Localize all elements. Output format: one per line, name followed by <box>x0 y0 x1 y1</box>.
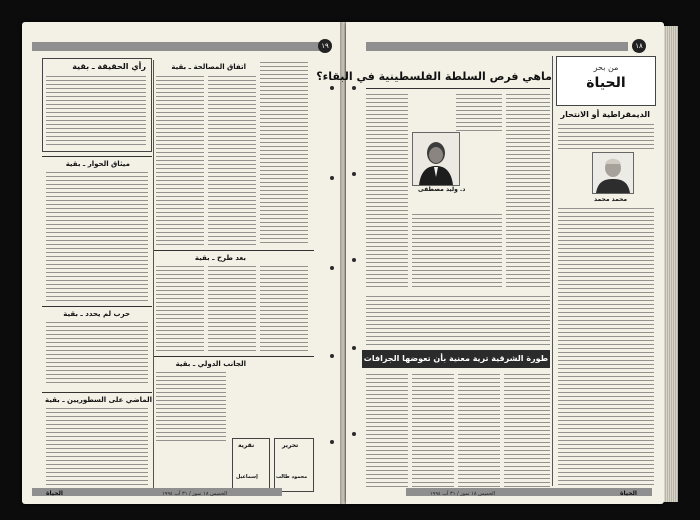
column-logo-main: الحياة <box>586 75 626 91</box>
sidebar-intro <box>558 124 654 150</box>
author-caption: د. وليد مصطفى <box>418 186 466 193</box>
small-box-author: إسماعيل <box>236 474 258 480</box>
article-column <box>366 94 408 290</box>
column-logo <box>556 56 656 106</box>
section-rule <box>42 306 152 307</box>
right-footer-logo: الحياة <box>620 490 637 497</box>
small-box-title: تحرير <box>282 442 299 449</box>
binding-hole <box>330 176 334 180</box>
left-footer-bar <box>32 488 282 496</box>
article-column <box>504 374 550 488</box>
right-newspaper-page <box>316 22 664 504</box>
war-headline: حرب لم يحدد ـ بقية <box>63 310 130 318</box>
article-column <box>260 62 308 246</box>
article-text <box>46 408 148 490</box>
bottom-headline: الماضي على السطوريين ـ بقية <box>45 396 152 404</box>
right-header-bar <box>366 42 628 51</box>
binding-hole <box>330 440 334 444</box>
section-rule <box>154 356 314 357</box>
column-rule <box>153 60 154 490</box>
small-box-author: محمود طالب <box>276 474 308 480</box>
bottom-headline: طورة الشرقية ترية معنية بأن تعوضها الجرافات <box>362 350 550 368</box>
middle-headline: بعد طرح ـ بقية <box>194 254 246 262</box>
section-rule <box>42 392 152 393</box>
article-column <box>366 374 408 488</box>
portrait-image <box>593 153 633 193</box>
binding-hole <box>352 346 356 350</box>
editorial-text <box>46 76 146 146</box>
small-box-title: نقرية <box>238 442 255 449</box>
article-column <box>156 76 204 246</box>
article-column <box>412 374 454 488</box>
binding-hole <box>352 86 356 90</box>
editorial-headline: رأي الحقيقة ـ بقية <box>72 62 146 71</box>
sidebar-text <box>558 208 654 488</box>
article-column <box>208 76 256 246</box>
binding-hole <box>352 432 356 436</box>
left-footer-logo: الحياة <box>46 490 63 497</box>
left-header-bar <box>32 42 320 51</box>
left-page-number: ١٩ <box>318 39 332 53</box>
reconciliation-headline: اتفاق المصالحة ـ بقية <box>171 63 246 71</box>
left-newspaper-page <box>22 22 342 504</box>
column-logo-top: من بحر <box>593 63 619 72</box>
article-column <box>260 266 308 352</box>
binding-hole <box>352 258 356 262</box>
article-column <box>156 266 204 352</box>
section-rule <box>42 156 152 157</box>
left-footer-date: الخميس ١٨ تموز / ٣١ آب ١٩٩٤ <box>162 491 228 497</box>
dollar-headline: الجانب الدولي ـ بقية <box>175 360 246 368</box>
main-headline: ماهي فرص السلطة الفلسطينية في البقاء؟ <box>316 70 552 83</box>
page-edges <box>664 26 678 502</box>
article-text <box>46 322 148 386</box>
binding-hole <box>330 86 334 90</box>
sidebar-headline: الديمقراطية أو الانتحار <box>560 110 650 119</box>
article-column <box>412 214 502 290</box>
headline-rule <box>366 88 550 89</box>
binding-hole <box>330 354 334 358</box>
binding-hole <box>352 172 356 176</box>
article-column <box>208 266 256 352</box>
right-footer-date: الخميس ١٨ تموز / ٣١ آب ١٩٩٤ <box>430 491 496 497</box>
sidebar-photo <box>592 152 634 194</box>
sidebar-rule <box>552 56 553 486</box>
binding-hole <box>330 266 334 270</box>
charter-headline: ميثاق الحوار ـ بقية <box>65 160 130 168</box>
article-column <box>458 374 500 488</box>
author-photo <box>412 132 460 186</box>
article-column <box>156 372 226 442</box>
section-rule <box>154 250 314 251</box>
article-text <box>46 172 148 302</box>
article-column <box>456 94 502 134</box>
portrait-image <box>413 133 459 185</box>
article-text <box>366 296 550 346</box>
sidebar-author: محمد محمد <box>594 196 628 203</box>
article-column <box>506 94 550 290</box>
right-page-number: ١٨ <box>632 39 646 53</box>
